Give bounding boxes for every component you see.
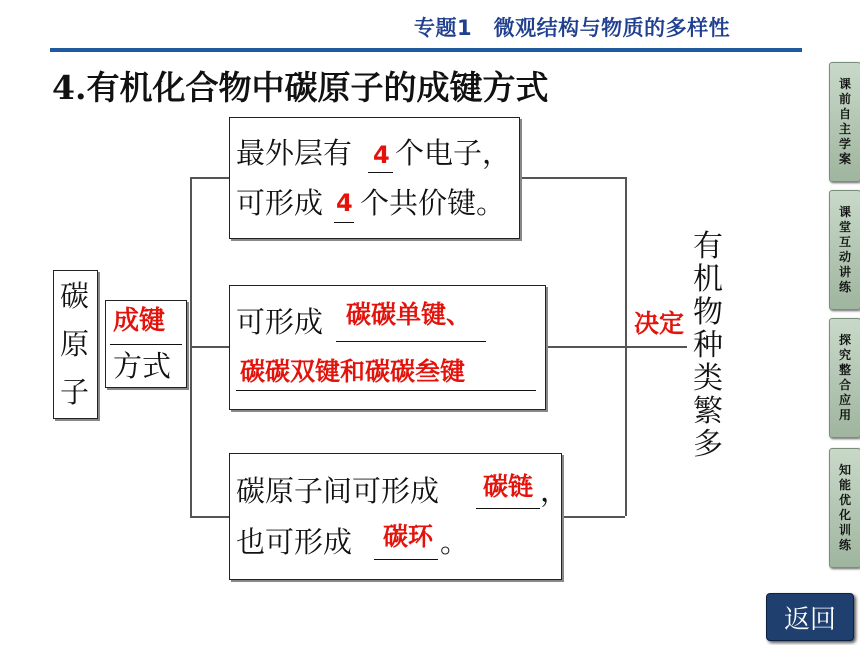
nav-tab-char: 课 [838, 205, 851, 219]
nav-tab-char: 练 [838, 538, 851, 552]
bond-types-blank [236, 390, 536, 391]
covalent-text: 可形成 [236, 186, 324, 220]
nav-tab-char: 学 [838, 137, 851, 151]
chapter-header: 专题1 微观结构与物质的多样性 [414, 16, 731, 40]
connector-box2-right [545, 346, 625, 348]
bond-mode-label: 方式 [113, 349, 172, 383]
nav-tab-char: 化 [838, 508, 851, 522]
connector-to-result [625, 346, 687, 348]
bond-types-answer: 碳碳双键和碳碳叁键 [240, 357, 466, 386]
ring-answer: 碳环 [383, 522, 434, 551]
nav-tab-explore[interactable] [829, 318, 860, 438]
nav-tab-char: 动 [838, 250, 851, 264]
nav-tab-char: 优 [838, 493, 851, 507]
nav-tab-pre-class[interactable] [829, 62, 860, 182]
carbon-atom-char: 原 [60, 327, 90, 361]
nav-tab-char: 能 [838, 478, 851, 492]
nav-tab-char: 训 [838, 523, 851, 537]
result-char: 机 [693, 262, 723, 297]
connector-box1-left [190, 177, 230, 179]
valence-answer: 4 [373, 141, 390, 169]
connector-box3-left [190, 516, 230, 518]
nav-tab-char: 合 [838, 378, 851, 392]
nav-tab-practice[interactable] [829, 448, 860, 568]
bond-types-blank [336, 341, 486, 342]
nav-tab-char: 知 [838, 463, 851, 477]
nav-tab-in-class[interactable] [829, 190, 860, 310]
carbon-atom-char: 子 [60, 375, 90, 409]
chain-blank [476, 508, 540, 509]
ring-text: 。 [440, 525, 470, 559]
result-char: 类 [693, 361, 723, 396]
nav-tab-char: 自 [838, 107, 851, 121]
result-char: 种 [693, 328, 723, 363]
ring-text: 也可形成 [236, 525, 353, 559]
nav-tab-char: 讲 [838, 265, 851, 279]
connector-box1-right [519, 177, 625, 179]
nav-tab-char: 究 [838, 348, 851, 362]
covalent-answer: 4 [336, 189, 353, 217]
result-char: 繁 [693, 394, 723, 429]
bond-mode-answer: 成键 [113, 306, 166, 336]
chain-text: 碳原子间可形成 [236, 474, 440, 508]
nav-tab-char: 课 [838, 77, 851, 91]
nav-tab-char: 用 [838, 408, 851, 422]
bond-mode-underline [110, 344, 182, 345]
nav-tab-char: 练 [838, 280, 851, 294]
nav-tab-char: 应 [838, 393, 851, 407]
valence-text: 最外层有 [236, 136, 353, 170]
covalent-text: 个共价键。 [360, 186, 506, 220]
determines-label: 决定 [634, 309, 685, 338]
result-char: 物 [693, 295, 723, 330]
covalent-blank [334, 222, 354, 223]
bond-types-text: 可形成 [236, 305, 324, 339]
nav-tab-char: 探 [838, 333, 851, 347]
valence-blank [368, 172, 393, 173]
header-divider [50, 48, 802, 52]
back-button[interactable]: 返回 [766, 593, 854, 641]
valence-text: 个电子， [395, 136, 512, 170]
chain-text: ， [540, 474, 570, 508]
nav-tab-char: 互 [838, 235, 851, 249]
nav-tab-char: 案 [838, 152, 851, 166]
ring-blank [374, 559, 438, 560]
bond-types-answer: 碳碳单键、 [346, 300, 472, 329]
nav-tab-char: 堂 [838, 220, 851, 234]
nav-tab-char: 整 [838, 363, 851, 377]
connector-box3-right [561, 516, 625, 518]
nav-tab-char: 主 [838, 122, 851, 136]
page-title: 4.有机化合物中碳原子的成键方式 [52, 68, 549, 107]
carbon-atom-char: 碳 [60, 279, 90, 313]
nav-tab-char: 前 [838, 92, 851, 106]
result-text [688, 230, 728, 461]
result-char: 有 [693, 229, 723, 264]
connector-box2-left [190, 346, 230, 348]
chain-answer: 碳链 [483, 472, 534, 501]
result-char: 多 [693, 427, 723, 462]
